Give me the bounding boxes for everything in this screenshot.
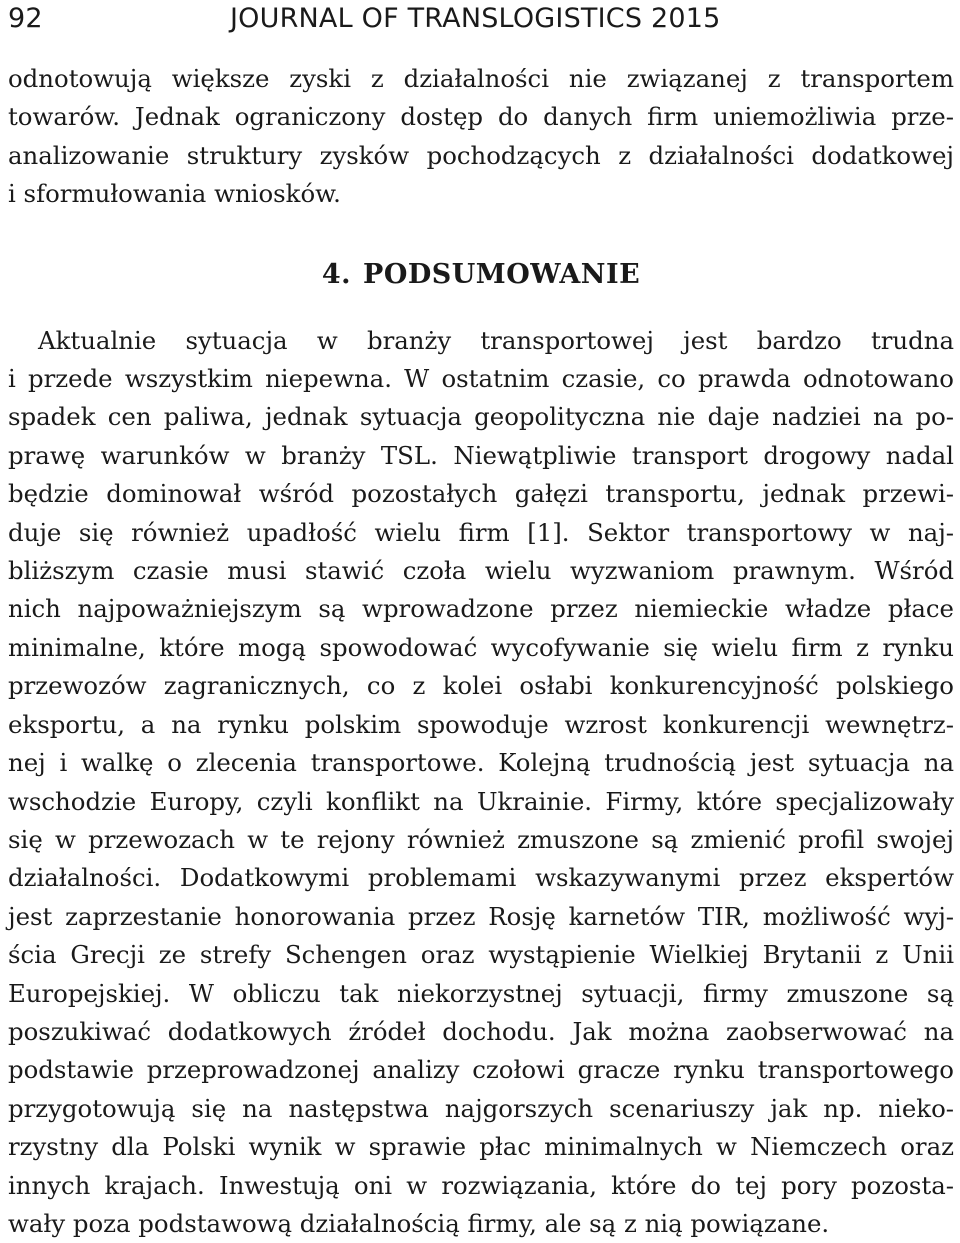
paragraph-line: bliższym czasie musi stawić czoła wielu wyzwaniom prawnym. Wśród — [8, 556, 954, 586]
section-number: 4. — [321, 258, 352, 290]
paragraph-line: towarów. Jednak ograniczony dostęp do danych firm uniemożliwia prze- — [8, 102, 954, 132]
main-paragraph — [8, 322, 954, 1243]
section-title: PODSUMOWANIE — [363, 258, 641, 290]
paragraph-line: innych krajach. Inwestują oni w rozwiązania, które do tej pory pozosta- — [8, 1170, 954, 1200]
paragraph-line: wschodzie Europy, czyli konflikt na Ukrainie. Firmy, które specjalizowały — [8, 786, 954, 816]
paragraph-line: poszukiwać dodatkowych źródeł dochodu. Jak można zaobserwować na — [8, 1016, 954, 1046]
paragraph-line: minimalne, które mogą spowodować wycofywanie się wielu firm z rynku — [8, 632, 954, 662]
paragraph-line: duje się również upadłość wielu firm [1]. Sektor transportowy w naj- — [8, 517, 954, 547]
paragraph-line: Europejskiej. W obliczu tak niekorzystnej sytuacji, firmy zmuszone są — [8, 978, 954, 1008]
paragraph-line: przewozów zagranicznych, co z kolei osłabi konkurencyjność polskiego — [8, 671, 954, 701]
paragraph-line: i przede wszystkim niepewna. W ostatnim czasie, co prawda odnotowano — [8, 364, 954, 394]
page-number: 92 — [8, 3, 43, 34]
section-heading — [8, 258, 954, 292]
paragraph-line: podstawie przeprowadzonej analizy czołowi gracze rynku transportowego — [8, 1055, 954, 1085]
paragraph-line: odnotowują większe zyski z działalności nie związanej z transportem — [8, 64, 954, 93]
intro-paragraph — [8, 60, 954, 214]
paragraph-line: wały poza podstawową działalnością firmy, ale są z nią powiązane. — [8, 1208, 830, 1238]
paragraph-line: Aktualnie sytuacja w branży transportowej jest bardzo trudna — [38, 325, 954, 355]
paragraph-line: rzystny dla Polski wynik w sprawie płac minimalnych w Niemczech oraz — [8, 1132, 954, 1162]
paragraph-line: działalności. Dodatkowymi problemami wskazywanymi przez ekspertów — [8, 863, 954, 893]
running-head — [8, 0, 954, 36]
paragraph-line: nej i walkę o zlecenia transportowe. Kolejną trudnością jest sytuacja na — [8, 748, 954, 778]
paragraph-line: spadek cen paliwa, jednak sytuacja geopolityczna nie daje nadziei na po- — [8, 402, 954, 432]
paragraph-line: przygotowują się na następstwa najgorszych scenariuszy jak np. nieko- — [8, 1093, 954, 1123]
journal-page — [8, 0, 954, 1243]
paragraph-line: się w przewozach w te rejony również zmuszone są zmienić profil swojej — [8, 824, 954, 854]
journal-title: JOURNAL OF TRANSLOGISTICS 2015 — [230, 3, 721, 34]
paragraph-line: będzie dominował wśród pozostałych gałęzi transportu, jednak przewi- — [8, 479, 954, 509]
paragraph-line: prawę warunków w branży TSL. Niewątpliwie transport drogowy nadal — [8, 440, 954, 470]
paragraph-line: eksportu, a na rynku polskim spowoduje wzrost konkurencji wewnętrz- — [8, 709, 954, 739]
paragraph-line: nich najpoważniejszym są wprowadzone przez niemieckie władze płace — [8, 594, 954, 624]
paragraph-line: ścia Grecji ze strefy Schengen oraz wystąpienie Wielkiej Brytanii z Unii — [8, 940, 954, 970]
paragraph-line: jest zaprzestanie honorowania przez Rosję karnetów TIR, możliwość wyj- — [8, 901, 954, 931]
paragraph-line: i sformułowania wniosków. — [8, 179, 341, 209]
paragraph-line: analizowanie struktury zysków pochodzących z działalności dodatkowej — [8, 140, 954, 170]
